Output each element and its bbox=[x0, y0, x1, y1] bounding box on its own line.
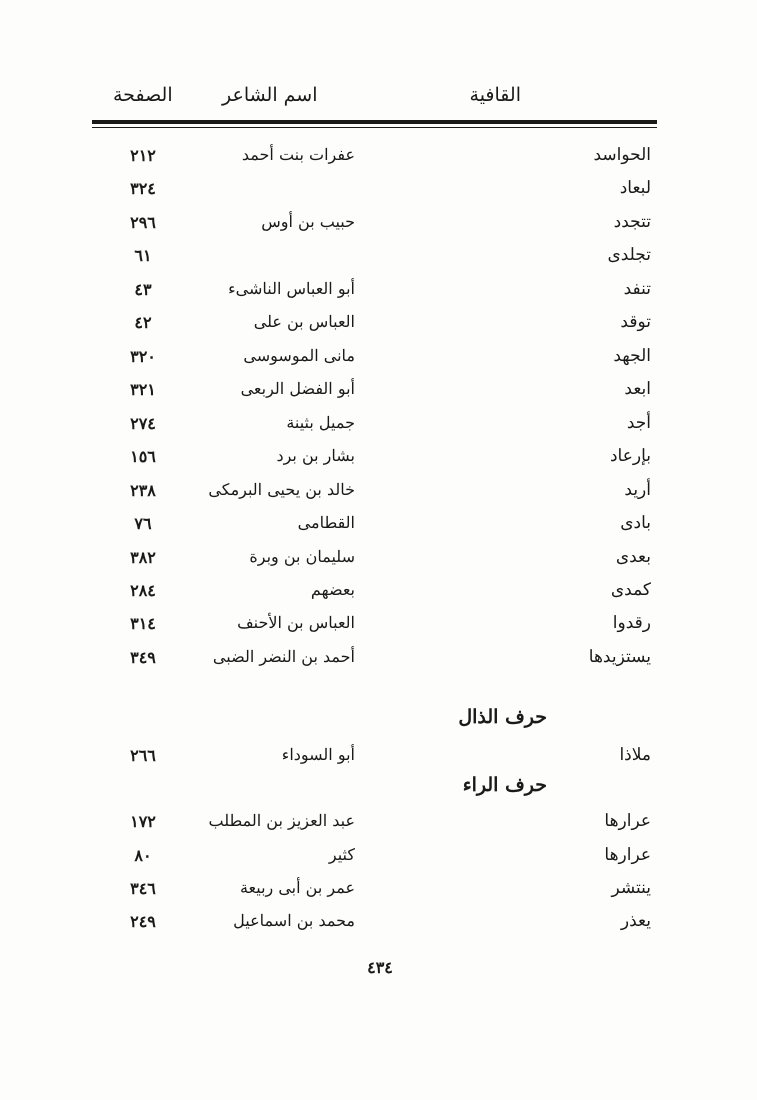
table-row bbox=[0, 608, 757, 641]
rhyme-cell: يستزيدها bbox=[588, 647, 651, 667]
table-row bbox=[0, 475, 757, 508]
rhyme-cell: عرارها bbox=[604, 845, 651, 865]
poet-cell: عفرات بنت أحمد bbox=[241, 145, 355, 164]
rhyme-cell: ملاذا bbox=[619, 745, 651, 765]
poet-cell: جميل بثينة bbox=[286, 413, 355, 432]
table-row bbox=[0, 307, 757, 340]
poet-cell: عبد العزيز بن المطلب bbox=[208, 811, 355, 830]
rhyme-cell: يعذر bbox=[620, 911, 651, 931]
rhyme-cell: تجلدى bbox=[607, 245, 651, 265]
table-row bbox=[0, 542, 757, 575]
table-row bbox=[0, 408, 757, 441]
poet-cell: محمد بن اسماعيل bbox=[233, 911, 355, 930]
section-heading-dhal: حرف الذال bbox=[458, 706, 547, 728]
header-page-number: الصفحة bbox=[113, 84, 173, 106]
table-row bbox=[0, 274, 757, 307]
page-cell: ٢٨٤ bbox=[130, 581, 156, 600]
rhyme-cell: توقد bbox=[620, 312, 651, 332]
header-poet-name: اسم الشاعر bbox=[222, 84, 318, 106]
table-row bbox=[0, 441, 757, 474]
page-cell: ٢٦٦ bbox=[130, 746, 156, 765]
rhyme-cell: تتجدد bbox=[613, 212, 651, 232]
poet-cell: بعضهم bbox=[310, 580, 355, 599]
header-rhyme: القافية bbox=[469, 84, 521, 106]
rhyme-cell: تنفد bbox=[623, 279, 651, 299]
rhyme-cell: كمدى bbox=[610, 580, 651, 600]
poet-cell: العباس بن الأحنف bbox=[237, 613, 355, 632]
page-cell: ٣٢١ bbox=[130, 380, 156, 399]
table-row bbox=[0, 906, 757, 939]
poet-cell: أبو الفضل الربعى bbox=[240, 379, 355, 398]
table-row bbox=[0, 873, 757, 906]
table-row bbox=[0, 207, 757, 240]
table-row bbox=[0, 575, 757, 608]
rhyme-cell: ابعد bbox=[624, 379, 651, 399]
poet-cell: حبيب بن أوس bbox=[261, 212, 355, 231]
poet-cell: أحمد بن النضر الضبى bbox=[212, 647, 355, 666]
rhyme-cell: بادى bbox=[620, 513, 651, 533]
rhyme-cell: الجهد bbox=[613, 346, 651, 366]
page-cell: ٨٠ bbox=[134, 846, 152, 865]
rhyme-cell: أجد bbox=[626, 413, 651, 433]
header-rule-thin bbox=[92, 127, 657, 128]
page-cell: ٢٤٩ bbox=[130, 912, 156, 931]
table-row bbox=[0, 374, 757, 407]
table-row bbox=[0, 240, 757, 273]
poet-cell: العباس بن على bbox=[253, 312, 355, 331]
poet-cell: أبو العباس الناشىء bbox=[228, 279, 355, 298]
table-row bbox=[0, 140, 757, 173]
page-cell: ٢٩٦ bbox=[130, 213, 156, 232]
rhyme-cell: الحواسد bbox=[593, 145, 651, 165]
section-heading-ra: حرف الراء bbox=[462, 774, 547, 796]
page-cell: ٣٤٩ bbox=[130, 648, 156, 667]
page-cell: ٢٧٤ bbox=[130, 414, 156, 433]
rhyme-cell: بعدى bbox=[615, 547, 651, 567]
table-row bbox=[0, 840, 757, 873]
page-cell: ٣٨٢ bbox=[130, 548, 156, 567]
page-cell: ١٧٢ bbox=[130, 812, 156, 831]
header-rule-thick bbox=[92, 120, 657, 124]
poet-cell: عمر بن أبى ربيعة bbox=[239, 878, 355, 897]
rhyme-cell: رقدوا bbox=[612, 613, 651, 633]
page-folio-number: ٤٣٤ bbox=[367, 958, 393, 977]
page-cell: ٣١٤ bbox=[130, 614, 156, 633]
poet-cell: القطامى bbox=[297, 513, 355, 532]
page-cell: ٣٤٦ bbox=[130, 879, 156, 898]
page-cell: ٢١٢ bbox=[130, 146, 156, 165]
page-cell: ٤٢ bbox=[134, 313, 152, 332]
table-row bbox=[0, 341, 757, 374]
table-row bbox=[0, 642, 757, 675]
rhyme-cell: أريد bbox=[624, 480, 651, 500]
poet-cell: أبو السوداء bbox=[281, 745, 355, 764]
poet-cell: كثير bbox=[328, 845, 355, 864]
page-cell: ٣٢٠ bbox=[130, 347, 156, 366]
page-cell: ٢٣٨ bbox=[130, 481, 156, 500]
rhyme-cell: عرارها bbox=[604, 811, 651, 831]
page-cell: ٦١ bbox=[134, 246, 152, 265]
poet-cell: مانى الموسوسى bbox=[243, 346, 355, 365]
rhyme-cell: لبعاد bbox=[619, 178, 651, 198]
page-cell: ٤٣ bbox=[134, 280, 152, 299]
table-row bbox=[0, 806, 757, 839]
poet-cell: خالد بن يحيى البرمكى bbox=[208, 480, 355, 499]
rhyme-cell: ينتشر bbox=[611, 878, 651, 898]
poet-cell: سليمان بن وبرة bbox=[249, 547, 355, 566]
poet-cell: بشار بن برد bbox=[276, 446, 355, 465]
table-row bbox=[0, 173, 757, 206]
page-cell: ٧٦ bbox=[134, 514, 152, 533]
table-row bbox=[0, 740, 757, 773]
table-row bbox=[0, 508, 757, 541]
rhyme-cell: بإرعاد bbox=[609, 446, 651, 466]
page-cell: ٣٢٤ bbox=[130, 179, 156, 198]
page-cell: ١٥٦ bbox=[130, 447, 156, 466]
